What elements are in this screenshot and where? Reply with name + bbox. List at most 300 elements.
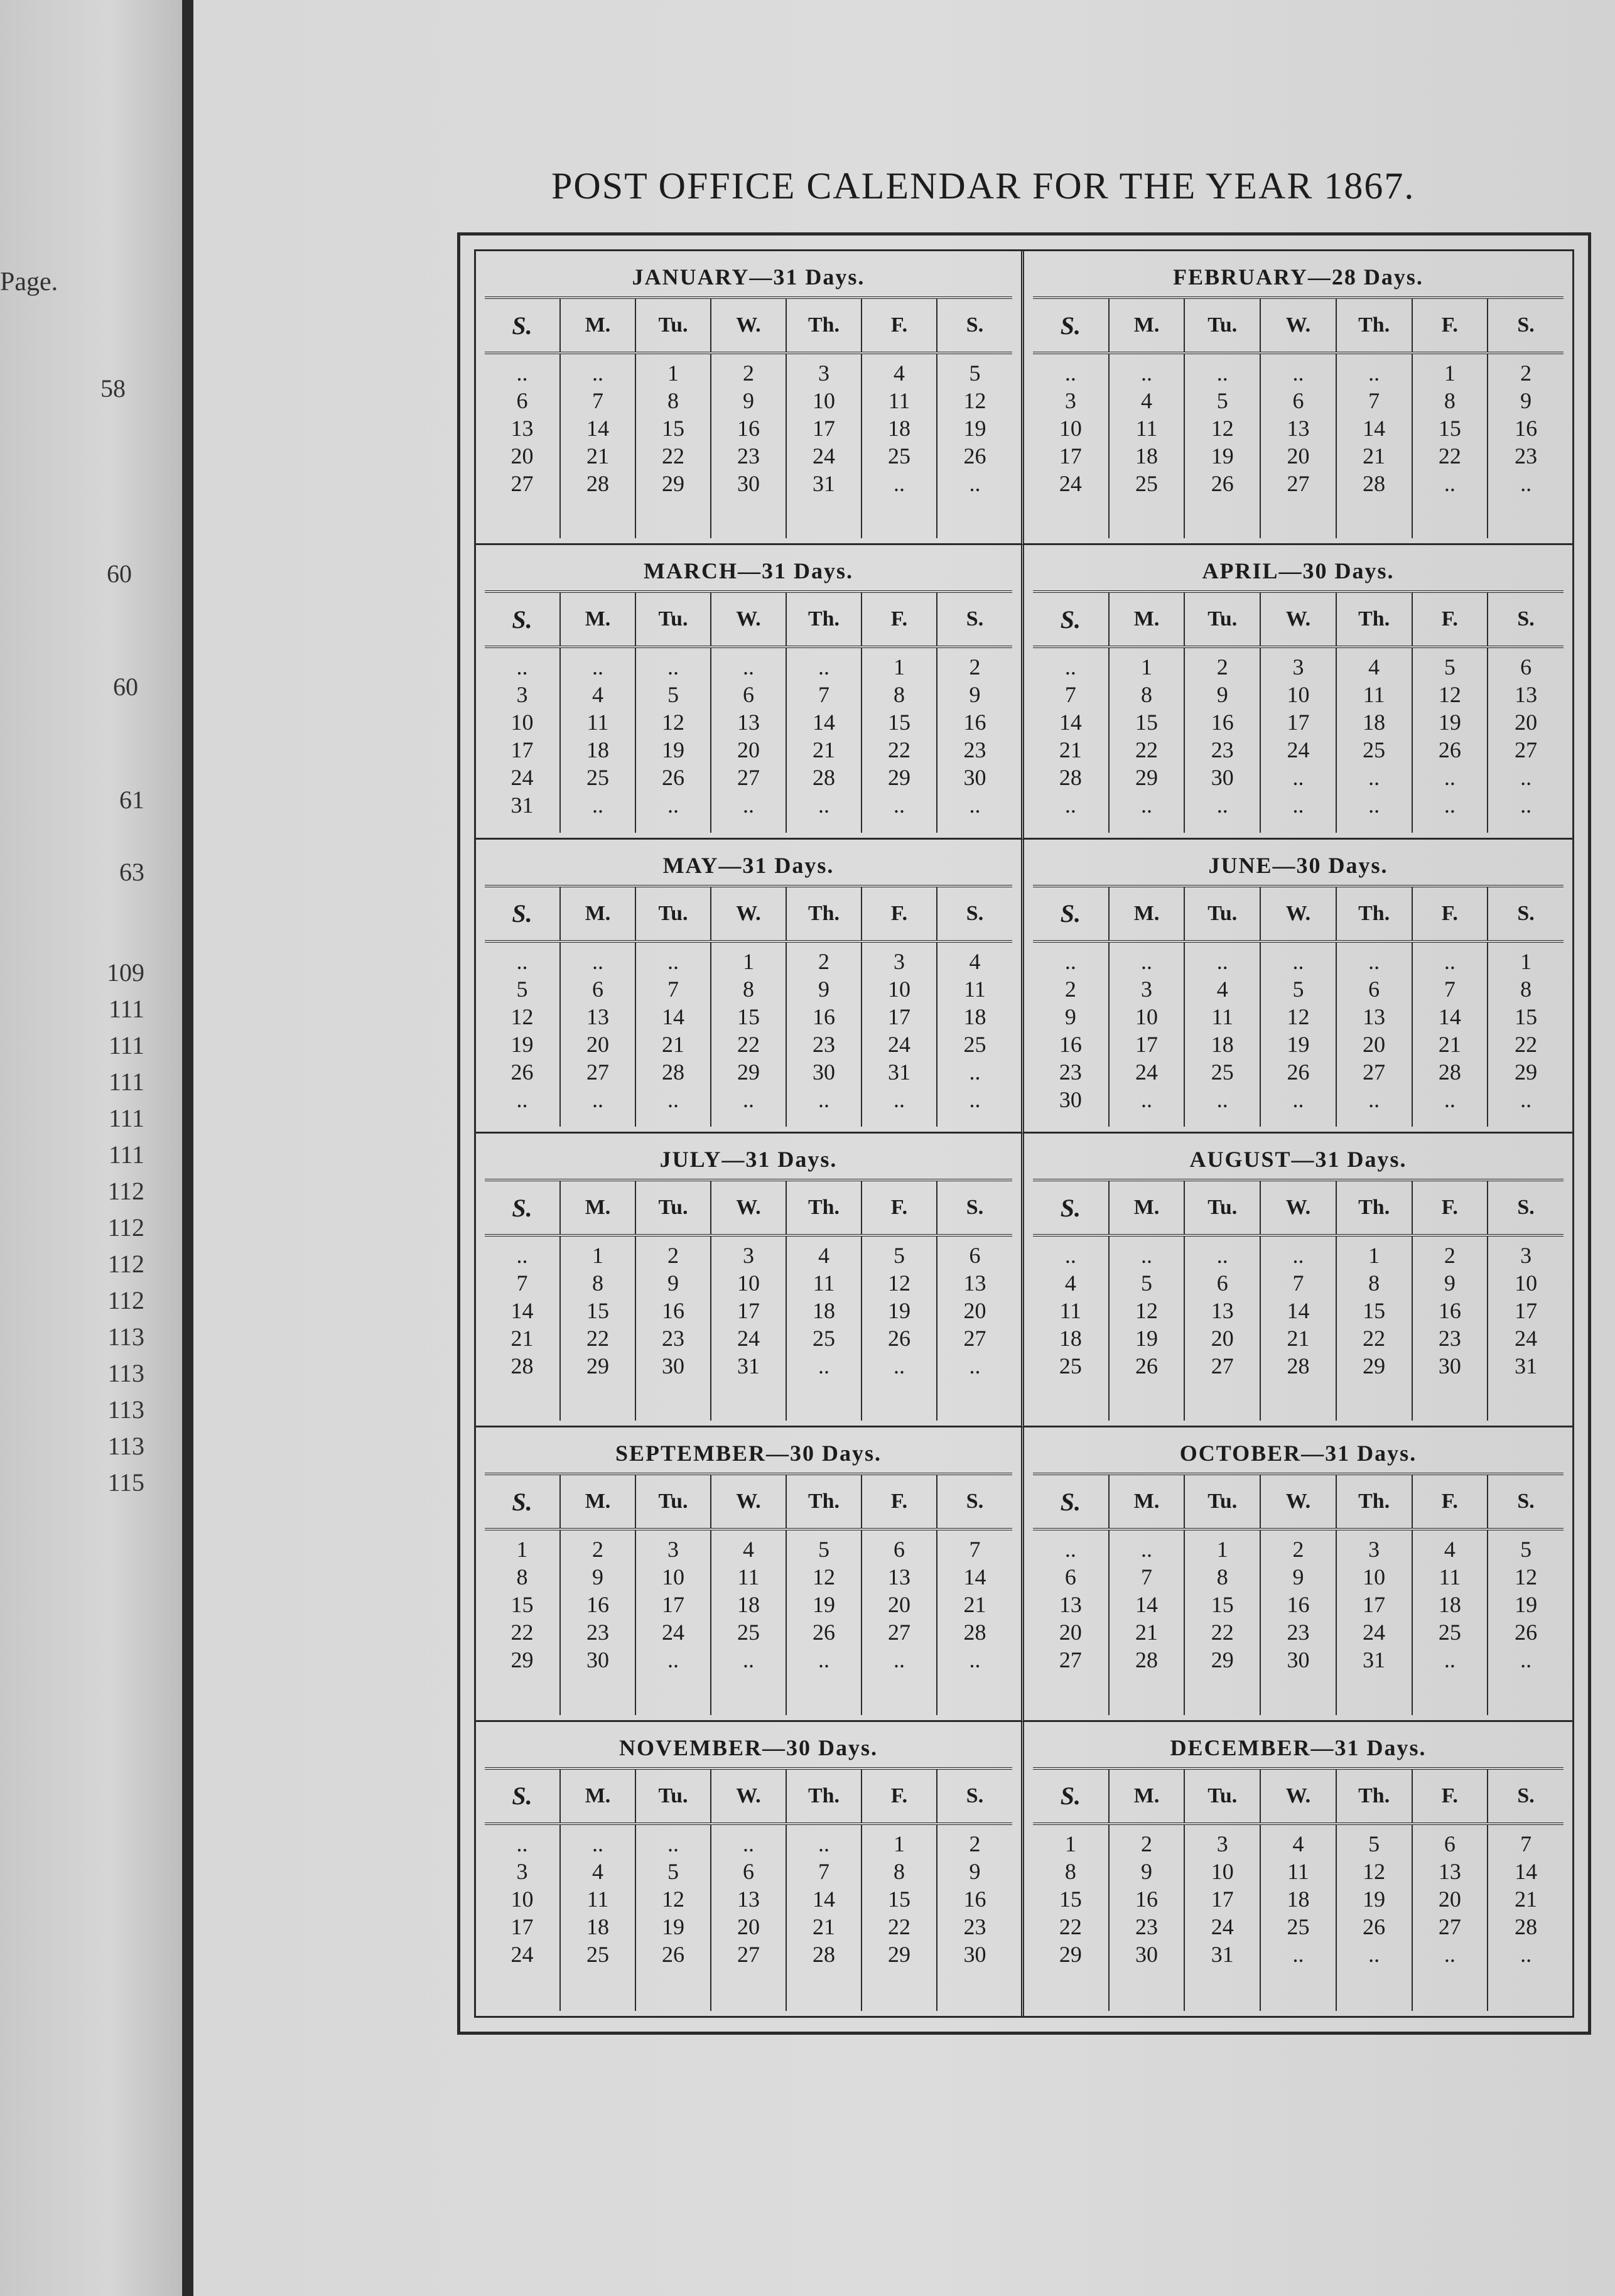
day-cell: 8	[894, 1858, 905, 1884]
day-cell: 19	[888, 1298, 910, 1323]
day-column	[786, 1824, 862, 2011]
day-cell: ..	[1141, 1086, 1153, 1112]
month-title: MAY—31 Days.	[485, 843, 1012, 887]
day-column	[937, 1235, 1012, 1421]
day-cell: 17	[510, 737, 534, 763]
day-column	[1488, 1529, 1564, 1714]
day-column	[1336, 1529, 1412, 1714]
day-cell: ..	[818, 1647, 829, 1673]
day-column	[711, 353, 786, 538]
day-cell: 5	[1368, 1831, 1380, 1856]
day-table	[1033, 299, 1564, 538]
day-header: M.	[560, 1475, 635, 1529]
day-cell: 25	[1135, 471, 1159, 496]
day-cell: 21	[813, 1914, 835, 1939]
day-column	[862, 941, 937, 1127]
day-cell: 30	[737, 471, 760, 496]
day-cell: ..	[1368, 948, 1380, 974]
day-cell: 19	[813, 1592, 835, 1618]
day-cell: 25	[586, 1941, 609, 1967]
day-cell: 23	[1287, 1620, 1310, 1645]
day-cell: 28	[1363, 471, 1386, 496]
day-cell: 8	[1216, 1564, 1228, 1590]
month-grid	[474, 249, 1574, 2018]
day-cell: 24	[737, 1326, 760, 1351]
day-cell: 16	[1059, 1031, 1082, 1057]
day-cell: 3	[1368, 1537, 1380, 1562]
day-cell: 28	[813, 1941, 835, 1967]
day-cell: 18	[737, 1592, 760, 1618]
day-cell: ..	[516, 360, 528, 386]
day-cell: 7	[818, 1858, 829, 1884]
day-cell: 12	[1287, 1004, 1310, 1029]
day-cell: 10	[1287, 682, 1310, 708]
day-column	[1412, 647, 1488, 832]
day-header: Th.	[786, 593, 862, 647]
day-cell: 26	[888, 1326, 910, 1351]
page-number: 113	[107, 1432, 144, 1460]
day-cell: 6	[894, 1537, 905, 1562]
day-table	[485, 299, 1012, 538]
day-cell: ..	[1368, 765, 1380, 791]
day-cell: 7	[592, 388, 603, 413]
day-cell: 14	[1287, 1298, 1310, 1323]
page-number: 61	[119, 786, 144, 814]
day-cell: 28	[662, 1059, 684, 1085]
day-cell: 26	[662, 765, 684, 791]
day-cell: 2	[1444, 1243, 1456, 1268]
day-cell: 24	[1059, 471, 1082, 496]
day-header: F.	[1412, 593, 1488, 647]
day-cell: 20	[510, 443, 534, 468]
day-header: M.	[560, 1181, 635, 1235]
day-cell: 29	[737, 1059, 760, 1085]
day-cell: 27	[1438, 1914, 1461, 1939]
day-cell: 26	[1287, 1059, 1310, 1085]
day-cell: 17	[1363, 1592, 1386, 1618]
day-column	[560, 1235, 635, 1421]
day-cell: 18	[888, 416, 910, 441]
day-cell: ..	[1141, 1537, 1153, 1562]
day-cell: 29	[888, 1941, 910, 1967]
day-cell: ..	[1520, 471, 1532, 496]
day-cell: 24	[1515, 1326, 1538, 1351]
day-column	[1412, 353, 1488, 538]
day-cell: 6	[1292, 388, 1304, 413]
day-cell: 21	[1363, 443, 1386, 468]
day-cell: 16	[1211, 710, 1234, 735]
day-cell: 13	[737, 710, 760, 735]
day-cell: 22	[1135, 737, 1159, 763]
day-cell: 27	[737, 1941, 760, 1967]
day-cell: 20	[888, 1592, 910, 1618]
day-cell: ..	[818, 1353, 829, 1378]
page-number: 111	[108, 1031, 144, 1059]
day-cell: 14	[1059, 710, 1082, 735]
day-column	[937, 647, 1012, 832]
day-cell: 1	[1141, 654, 1153, 680]
day-cell: 11	[1363, 682, 1385, 708]
day-header: S.	[1488, 1181, 1564, 1235]
day-cell: ..	[743, 1831, 754, 1856]
page-number: 109	[107, 958, 144, 987]
day-cell: 18	[963, 1004, 986, 1029]
day-cell: 2	[1141, 1831, 1153, 1856]
day-cell: 23	[1059, 1059, 1082, 1085]
day-cell: 28	[1287, 1353, 1310, 1378]
day-column	[786, 941, 862, 1127]
day-cell: 21	[1059, 737, 1082, 763]
day-cell: 8	[516, 1564, 528, 1590]
day-cell: 23	[586, 1620, 609, 1645]
day-cell: 13	[1515, 682, 1538, 708]
day-header: S.	[1033, 887, 1109, 941]
day-cell: 16	[586, 1592, 609, 1618]
day-cell: 27	[1287, 471, 1310, 496]
day-header: F.	[1412, 1770, 1488, 1824]
day-cell: 28	[510, 1353, 534, 1378]
day-cell: 6	[969, 1243, 981, 1268]
day-table	[1033, 1770, 1564, 2011]
day-column	[1260, 1824, 1336, 2011]
day-column	[862, 353, 937, 538]
day-column	[711, 1235, 786, 1421]
month-block	[476, 840, 1024, 1134]
day-cell: ..	[969, 471, 981, 496]
day-cell: ..	[1064, 948, 1076, 974]
day-cell: 24	[510, 765, 534, 791]
day-cell: ..	[592, 654, 603, 680]
day-cell: 6	[1368, 976, 1380, 1002]
day-header: Th.	[786, 1475, 862, 1529]
day-header: Th.	[786, 1181, 862, 1235]
day-column	[1412, 1824, 1488, 2011]
day-column	[485, 941, 560, 1127]
day-cell: 19	[510, 1031, 534, 1057]
day-cell: 22	[737, 1031, 760, 1057]
day-column	[635, 1529, 711, 1714]
day-header: M.	[1109, 1770, 1185, 1824]
day-column	[1109, 1529, 1185, 1714]
day-cell: 22	[1363, 1326, 1386, 1351]
day-column	[862, 1529, 937, 1714]
day-cell: 10	[813, 388, 835, 413]
day-header: F.	[862, 593, 937, 647]
day-cell: 29	[1211, 1647, 1234, 1673]
day-column	[1336, 941, 1412, 1127]
day-cell: 14	[813, 710, 835, 735]
day-header: S.	[1033, 1181, 1109, 1235]
day-cell: 13	[510, 416, 534, 441]
day-cell: 6	[743, 682, 754, 708]
day-cell: 22	[662, 443, 684, 468]
day-cell: 19	[1287, 1031, 1310, 1057]
day-column	[937, 941, 1012, 1127]
day-cell: 11	[586, 1886, 609, 1912]
day-column	[786, 1529, 862, 1714]
day-cell: 20	[1059, 1620, 1082, 1645]
day-cell: 9	[818, 976, 829, 1002]
day-header: Tu.	[635, 1181, 711, 1235]
day-header: W.	[1260, 1181, 1336, 1235]
day-cell: 12	[1211, 416, 1234, 441]
day-cell: 18	[1438, 1592, 1461, 1618]
day-column	[1109, 647, 1185, 832]
day-cell: 12	[1515, 1564, 1538, 1590]
day-header: S.	[1033, 1475, 1109, 1529]
day-cell: ..	[1520, 793, 1532, 818]
day-cell: 11	[1287, 1858, 1309, 1884]
day-cell: ..	[894, 1353, 905, 1378]
day-cell: 23	[1135, 1914, 1159, 1939]
month-block	[1024, 1722, 1572, 2016]
day-cell: 3	[743, 1243, 754, 1268]
day-cell: 10	[1135, 1004, 1159, 1029]
day-cell: 5	[969, 360, 981, 386]
day-cell: 7	[818, 682, 829, 708]
day-cell: 27	[586, 1059, 609, 1085]
day-cell: 27	[737, 765, 760, 791]
day-cell: 21	[662, 1031, 684, 1057]
day-header: M.	[1109, 593, 1185, 647]
day-cell: 2	[743, 360, 754, 386]
day-cell: 24	[1363, 1620, 1386, 1645]
day-header: F.	[862, 299, 937, 353]
day-cell: 12	[1363, 1858, 1386, 1884]
day-cell: ..	[743, 793, 754, 818]
day-cell: 2	[1292, 1537, 1304, 1562]
day-cell: 6	[1064, 1564, 1076, 1590]
month-title: NOVEMBER—30 Days.	[485, 1726, 1012, 1770]
day-header: W.	[711, 593, 786, 647]
day-cell: 1	[516, 1537, 528, 1562]
day-cell: 21	[510, 1326, 534, 1351]
day-cell: ..	[592, 1831, 603, 1856]
day-cell: 26	[1438, 737, 1461, 763]
day-cell: ..	[1064, 1243, 1076, 1268]
day-cell: 29	[662, 471, 684, 496]
day-column	[485, 1824, 560, 2011]
day-cell: 3	[1520, 1243, 1532, 1268]
day-cell: 4	[1216, 976, 1228, 1002]
day-cell: 24	[662, 1620, 684, 1645]
day-cell: ..	[1064, 1537, 1076, 1562]
day-cell: ..	[894, 1086, 905, 1112]
day-cell: 13	[888, 1564, 910, 1590]
day-cell: 2	[1064, 976, 1076, 1002]
day-cell: 3	[1292, 654, 1304, 680]
day-cell: ..	[516, 948, 528, 974]
day-cell: 29	[510, 1647, 534, 1673]
month-block	[476, 1427, 1024, 1721]
day-cell: 25	[813, 1326, 835, 1351]
day-header: M.	[560, 887, 635, 941]
day-cell: 14	[1515, 1858, 1538, 1884]
day-cell: 1	[1064, 1831, 1076, 1856]
day-cell: 9	[1444, 1270, 1456, 1296]
day-cell: 1	[1368, 1243, 1380, 1268]
day-cell: 6	[1216, 1270, 1228, 1296]
page-number: 111	[108, 995, 144, 1023]
day-column	[1109, 1235, 1185, 1421]
day-cell: 20	[1438, 1886, 1461, 1912]
day-header: W.	[1260, 887, 1336, 941]
day-column	[560, 941, 635, 1127]
day-cell: 26	[510, 1059, 534, 1085]
day-cell: 24	[813, 443, 835, 468]
day-header: Tu.	[635, 299, 711, 353]
day-cell: 29	[1363, 1353, 1386, 1378]
day-column	[560, 1529, 635, 1714]
day-cell: 18	[586, 1914, 609, 1939]
day-cell: 4	[592, 1858, 603, 1884]
day-cell: ..	[818, 793, 829, 818]
day-header: F.	[1412, 299, 1488, 353]
day-cell: 5	[1292, 976, 1304, 1002]
day-cell: ..	[894, 471, 905, 496]
day-cell: 5	[894, 1243, 905, 1268]
day-cell: 25	[963, 1031, 986, 1057]
day-column	[1412, 1235, 1488, 1421]
day-cell: 9	[969, 1858, 981, 1884]
day-column	[1033, 1824, 1109, 2011]
day-cell: 11	[1135, 416, 1158, 441]
day-cell: ..	[1368, 1941, 1380, 1967]
month-block	[476, 251, 1024, 545]
day-cell: 8	[1444, 388, 1456, 413]
day-cell: 12	[510, 1004, 534, 1029]
month-title: AUGUST—31 Days.	[1033, 1137, 1564, 1181]
day-cell: 17	[662, 1592, 684, 1618]
day-cell: 30	[963, 765, 986, 791]
day-column	[937, 1824, 1012, 2011]
day-cell: 30	[586, 1647, 609, 1673]
day-cell: 5	[1141, 1270, 1153, 1296]
day-cell: ..	[1292, 1086, 1304, 1112]
day-cell: 8	[592, 1270, 603, 1296]
day-cell: 12	[1438, 682, 1461, 708]
day-cell: ..	[667, 793, 679, 818]
day-cell: ..	[1064, 793, 1076, 818]
day-cell: 14	[510, 1298, 534, 1323]
day-cell: ..	[1444, 1086, 1456, 1112]
day-cell: ..	[1216, 360, 1228, 386]
day-cell: 16	[963, 1886, 986, 1912]
day-cell: 31	[888, 1059, 910, 1085]
day-header: S.	[1488, 593, 1564, 647]
day-cell: 10	[1363, 1564, 1386, 1590]
day-header: Tu.	[1184, 299, 1260, 353]
day-cell: 5	[516, 976, 528, 1002]
day-cell: 23	[737, 443, 760, 468]
day-cell: 25	[888, 443, 910, 468]
day-cell: 12	[662, 710, 684, 735]
day-cell: ..	[969, 1086, 981, 1112]
day-cell: 20	[963, 1298, 986, 1323]
page-column-label: Page.	[0, 268, 58, 296]
day-cell: 20	[1287, 443, 1310, 468]
day-cell: ..	[1216, 1086, 1228, 1112]
day-cell: ..	[818, 1831, 829, 1856]
day-column	[862, 647, 937, 832]
day-column	[1184, 1235, 1260, 1421]
day-cell: ..	[969, 1353, 981, 1378]
day-cell: 3	[516, 1858, 528, 1884]
day-cell: 7	[1141, 1564, 1153, 1590]
day-cell: 7	[667, 976, 679, 1002]
day-cell: 22	[1515, 1031, 1538, 1057]
day-cell: ..	[592, 793, 603, 818]
page-number: 113	[107, 1323, 144, 1351]
day-header: Th.	[1336, 1770, 1412, 1824]
day-cell: 3	[516, 682, 528, 708]
day-cell: 10	[737, 1270, 760, 1296]
day-cell: ..	[667, 654, 679, 680]
day-cell: 8	[667, 388, 679, 413]
day-cell: 29	[1059, 1941, 1082, 1967]
day-cell: 30	[1211, 765, 1234, 791]
day-cell: 15	[737, 1004, 760, 1029]
day-cell: 18	[1135, 443, 1159, 468]
day-cell: 17	[888, 1004, 910, 1029]
day-cell: 9	[1520, 388, 1532, 413]
day-cell: 31	[1515, 1353, 1538, 1378]
page-number: 58	[100, 374, 126, 403]
day-cell: ..	[1368, 793, 1380, 818]
day-cell: ..	[743, 1086, 754, 1112]
day-cell: 2	[1520, 360, 1532, 386]
day-cell: 4	[969, 948, 981, 974]
month-title: MARCH—31 Days.	[485, 549, 1012, 593]
page-number: 60	[107, 560, 132, 588]
day-cell: 2	[1216, 654, 1228, 680]
day-header: Th.	[1336, 593, 1412, 647]
day-cell: 4	[743, 1537, 754, 1562]
day-cell: 2	[592, 1537, 603, 1562]
day-header: S.	[937, 299, 1012, 353]
day-cell: 17	[737, 1298, 760, 1323]
day-cell: 6	[516, 388, 528, 413]
day-cell: 21	[1135, 1620, 1159, 1645]
day-cell: 31	[1363, 1647, 1386, 1673]
day-table	[1033, 593, 1564, 832]
day-column	[485, 1235, 560, 1421]
day-cell: 17	[813, 416, 835, 441]
day-cell: 16	[1287, 1592, 1310, 1618]
day-cell: 30	[813, 1059, 835, 1085]
day-cell: 12	[963, 388, 986, 413]
day-cell: ..	[1520, 1086, 1532, 1112]
day-cell: 7	[516, 1270, 528, 1296]
calendar-frame	[457, 232, 1591, 2035]
day-cell: 13	[586, 1004, 609, 1029]
day-header: M.	[1109, 1181, 1185, 1235]
day-cell: 25	[586, 765, 609, 791]
day-header: S.	[1033, 299, 1109, 353]
day-header: F.	[862, 1770, 937, 1824]
day-cell: 20	[1515, 710, 1538, 735]
day-cell: 2	[969, 654, 981, 680]
day-cell: 21	[1515, 1886, 1538, 1912]
day-cell: 17	[1135, 1031, 1159, 1057]
day-cell: 26	[1211, 471, 1234, 496]
day-header: M.	[560, 299, 635, 353]
day-column	[1336, 647, 1412, 832]
day-cell: 14	[963, 1564, 986, 1590]
day-cell: ..	[1141, 1243, 1153, 1268]
day-header: S.	[1488, 1770, 1564, 1824]
day-header: Tu.	[1184, 1475, 1260, 1529]
